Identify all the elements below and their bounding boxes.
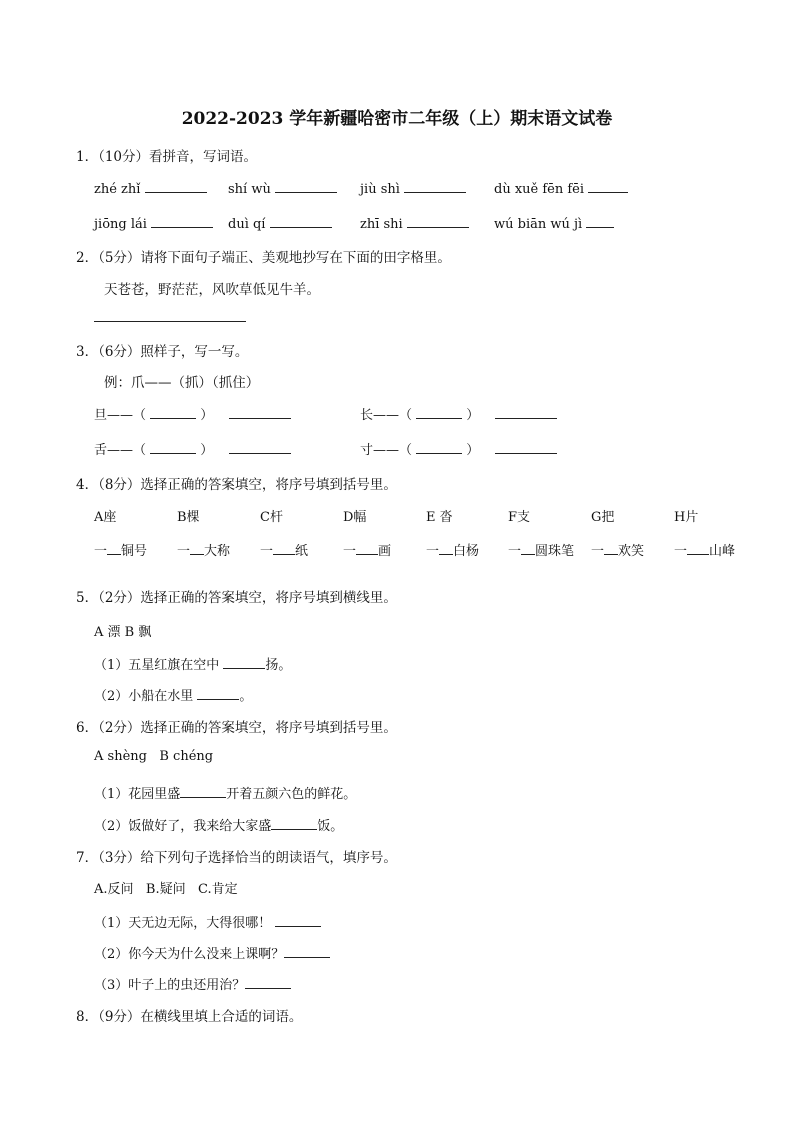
answer-blank[interactable]: [229, 439, 291, 454]
q5-item-1: （1）五星红旗在空中 扬。: [94, 654, 291, 673]
q4-blank-item: 一 圆珠笔: [508, 540, 574, 559]
answer-blank[interactable]: [495, 439, 557, 454]
answer-blank[interactable]: [439, 540, 453, 555]
answer-blank[interactable]: [150, 439, 196, 454]
answer-blank[interactable]: [145, 178, 207, 193]
page-title: 2022-2023 学年新疆哈密市二年级（上）期末语文试卷: [181, 109, 613, 129]
q5-stem: 5．（2分）选择正确的答案填空，将序号填到横线里。: [76, 590, 397, 606]
q7-options: A.反问 B.疑问 C.肯定: [94, 882, 238, 897]
answer-blank[interactable]: [416, 439, 462, 454]
q1-pinyin-1: zhé zhǐ: [94, 178, 207, 197]
q8-stem: 8．（9分）在横线里填上合适的词语。: [76, 1009, 303, 1025]
q2-stem: 2．（5分）请将下面句子端正、美观地抄写在下面的田字格里。: [76, 250, 451, 266]
answer-blank[interactable]: [586, 213, 614, 228]
answer-blank[interactable]: [229, 404, 291, 419]
answer-blank[interactable]: [197, 685, 239, 700]
answer-blank[interactable]: [223, 654, 265, 669]
q2-sentence: 天苍苍，野茫茫，风吹草低见牛羊。: [104, 282, 320, 298]
q4-option: B棵: [177, 510, 200, 525]
answer-blank[interactable]: [107, 540, 121, 555]
q4-blank-item: 一 铜号: [94, 540, 147, 559]
answer-blank[interactable]: [521, 540, 535, 555]
q4-option: D幅: [343, 510, 367, 525]
q6-item-1: （1）花园里盛 开着五颜六色的鲜花。: [94, 783, 356, 802]
q3-stem: 3．（6分）照样子，写一写。: [76, 344, 249, 360]
answer-blank[interactable]: [275, 912, 321, 927]
q4-blank-item: 一 画: [343, 540, 391, 559]
q7-item-2: （2）你今天为什么没来上课啊？: [94, 943, 330, 962]
answer-blank[interactable]: [356, 540, 378, 555]
q4-stem: 4．（8分）选择正确的答案填空，将序号填到括号里。: [76, 477, 397, 493]
q3-item-3: 舌——（ ）: [94, 439, 291, 458]
q3-item-2: 长——（ ）: [360, 404, 557, 423]
answer-blank[interactable]: [284, 943, 330, 958]
q7-item-1: （1）天无边无际，大得很哪！: [94, 912, 321, 931]
q4-option: E 沓: [426, 510, 453, 525]
q4-blank-item: 一 纸: [260, 540, 308, 559]
q7-stem: 7．（3分）给下列句子选择恰当的朗读语气，填序号。: [76, 850, 397, 866]
q7-item-3: （3）叶子上的虫还用治？: [94, 974, 291, 993]
q4-option: G把: [591, 510, 615, 525]
answer-blank[interactable]: [404, 178, 466, 193]
q1-pinyin-2: shí wù: [228, 178, 337, 197]
q4-blank-item: 一 山峰: [674, 540, 735, 559]
q4-option: H片: [674, 510, 699, 525]
answer-blank[interactable]: [407, 213, 469, 228]
answer-blank[interactable]: [416, 404, 462, 419]
q4-option: A座: [94, 510, 117, 525]
answer-blank[interactable]: [588, 178, 628, 193]
q4-option: C杆: [260, 510, 283, 525]
q1-pinyin-7: zhī shi: [360, 213, 469, 232]
q1-pinyin-4: dù xuě fēn fēi: [494, 178, 628, 197]
answer-blank[interactable]: [150, 404, 196, 419]
q2-answer-line[interactable]: [94, 321, 246, 322]
q3-example: 例：爪——（抓）（抓住）: [104, 375, 260, 391]
q1-pinyin-3: jiù shì: [360, 178, 466, 197]
q5-item-2: （2）小船在水里 。: [94, 685, 252, 704]
q4-blank-item: 一 欢笑: [591, 540, 644, 559]
q3-item-4: 寸——（ ）: [360, 439, 557, 458]
answer-blank[interactable]: [271, 815, 317, 830]
q6-options: A shèng B chéng: [94, 749, 214, 764]
q5-options: A 漂 B 飘: [94, 625, 152, 640]
answer-blank[interactable]: [245, 974, 291, 989]
answer-blank[interactable]: [495, 404, 557, 419]
q1-pinyin-8: wú biān wú jì: [494, 213, 614, 232]
q4-blank-item: 一 白杨: [426, 540, 479, 559]
q4-option: F支: [508, 510, 531, 525]
q6-item-2: （2）饭做好了，我来给大家盛 饭。: [94, 815, 343, 834]
answer-blank[interactable]: [190, 540, 204, 555]
q3-item-1: 旦——（ ）: [94, 404, 291, 423]
answer-blank[interactable]: [604, 540, 618, 555]
answer-blank[interactable]: [270, 213, 332, 228]
answer-blank[interactable]: [687, 540, 709, 555]
q1-stem: 1．（10分）看拼音，写词语。: [76, 149, 258, 165]
q6-stem: 6．（2分）选择正确的答案填空，将序号填到括号里。: [76, 720, 397, 736]
answer-blank[interactable]: [273, 540, 295, 555]
answer-blank[interactable]: [180, 783, 226, 798]
q1-pinyin-5: jiōng lái: [94, 213, 213, 232]
q1-pinyin-6: duì qí: [228, 213, 332, 232]
answer-blank[interactable]: [151, 213, 213, 228]
answer-blank[interactable]: [275, 178, 337, 193]
q4-blank-item: 一 大称: [177, 540, 230, 559]
